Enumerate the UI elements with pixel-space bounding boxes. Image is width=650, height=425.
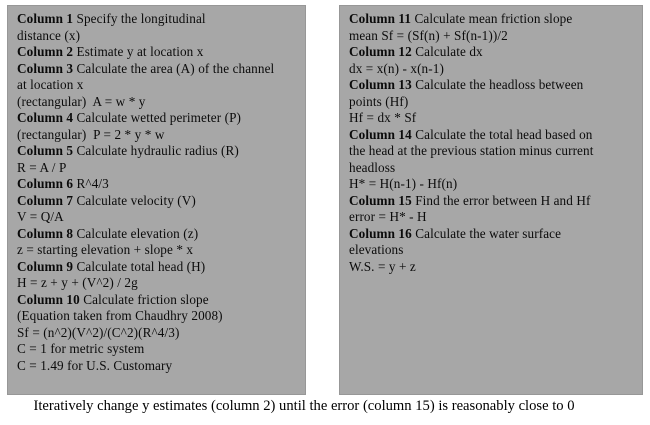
instruction-line: distance (x) bbox=[17, 27, 81, 43]
instruction-line: Column 14 Calculate the total head based on bbox=[349, 126, 593, 142]
instruction-line: Sf = (n^2)(V^2)/(C^2)(R^4/3) bbox=[17, 324, 180, 340]
instruction-line: Column 1 Specify the longitudinal bbox=[17, 11, 206, 26]
instruction-line: Column 13 Calculate the headloss between bbox=[349, 77, 584, 92]
instruction-line: (rectangular) A = w * y bbox=[17, 93, 146, 109]
instruction-line: dx = x(n) - x(n-1) bbox=[349, 60, 444, 76]
left-instruction-panel bbox=[7, 5, 306, 395]
column-label: Column 9 bbox=[17, 258, 74, 274]
column-label: Column 5 bbox=[17, 143, 74, 158]
right-panel-content bbox=[349, 11, 633, 275]
instruction-line: V = Q/A bbox=[17, 209, 64, 224]
column-label: Column 15 bbox=[349, 192, 412, 208]
instruction-line: points (Hf) bbox=[349, 93, 409, 109]
instruction-line: at location x bbox=[17, 77, 84, 92]
instruction-line: R = A / P bbox=[17, 159, 67, 175]
instruction-line: Column 2 Estimate y at location x bbox=[17, 44, 204, 59]
column-label: Column 8 bbox=[17, 225, 74, 241]
left-panel-content bbox=[17, 11, 296, 374]
column-label: Column 12 bbox=[349, 44, 412, 59]
instruction-line: Column 7 Calculate velocity (V) bbox=[17, 192, 196, 208]
instruction-line: headloss bbox=[349, 159, 396, 175]
instruction-line: Hf = dx * Sf bbox=[349, 110, 417, 125]
instruction-line: the head at the previous station minus current bbox=[349, 143, 594, 158]
column-label: Column 4 bbox=[17, 110, 74, 125]
column-label: Column 14 bbox=[349, 126, 412, 142]
instruction-line: Column 3 Calculate the area (A) of the channel bbox=[17, 60, 275, 76]
column-label: Column 13 bbox=[349, 77, 412, 92]
column-label: Column 7 bbox=[17, 192, 74, 208]
instruction-line: Column 11 Calculate mean friction slope bbox=[349, 11, 573, 26]
instruction-line: z = starting elevation + slope * x bbox=[17, 242, 194, 257]
column-label: Column 3 bbox=[17, 60, 74, 76]
instruction-line: Column 6 R^4/3 bbox=[17, 176, 109, 191]
column-label: Column 1 bbox=[17, 11, 74, 26]
instruction-line: (rectangular) P = 2 * y * w bbox=[17, 126, 165, 142]
instruction-line: elevations bbox=[349, 242, 404, 257]
column-label: Column 10 bbox=[17, 291, 80, 307]
instruction-line: Column 12 Calculate dx bbox=[349, 44, 483, 59]
right-instruction-panel bbox=[339, 5, 643, 395]
instruction-line: W.S. = y + z bbox=[349, 258, 416, 274]
instruction-line: Column 4 Calculate wetted perimeter (P) bbox=[17, 110, 242, 125]
caption-note: Iteratively change y estimates (column 2) until the error (column 15) is reasonably close to 0 bbox=[33, 398, 575, 414]
column-label: Column 6 bbox=[17, 176, 74, 191]
instruction-line: Column 5 Calculate hydraulic radius (R) bbox=[17, 143, 239, 158]
column-label: Column 11 bbox=[349, 11, 412, 26]
instruction-line: Column 9 Calculate total head (H) bbox=[17, 258, 206, 274]
instruction-line: Column 8 Calculate elevation (z) bbox=[17, 225, 199, 241]
instruction-line: H = z + y + (V^2) / 2g bbox=[17, 275, 138, 290]
instruction-line: (Equation taken from Chaudhry 2008) bbox=[17, 308, 223, 323]
column-label: Column 2 bbox=[17, 44, 74, 59]
instruction-line: error = H* - H bbox=[349, 209, 427, 224]
column-label: Column 16 bbox=[349, 225, 412, 241]
instruction-line: Column 10 Calculate friction slope bbox=[17, 291, 209, 307]
instruction-line: mean Sf = (Sf(n) + Sf(n-1))/2 bbox=[349, 27, 508, 43]
instruction-line: C = 1 for metric system bbox=[17, 341, 145, 356]
instruction-line: Column 16 Calculate the water surface bbox=[349, 225, 562, 241]
instruction-line: C = 1.49 for U.S. Customary bbox=[17, 357, 173, 373]
instruction-line: H* = H(n-1) - Hf(n) bbox=[349, 176, 458, 191]
instruction-line: Column 15 Find the error between H and Hf bbox=[349, 192, 591, 208]
